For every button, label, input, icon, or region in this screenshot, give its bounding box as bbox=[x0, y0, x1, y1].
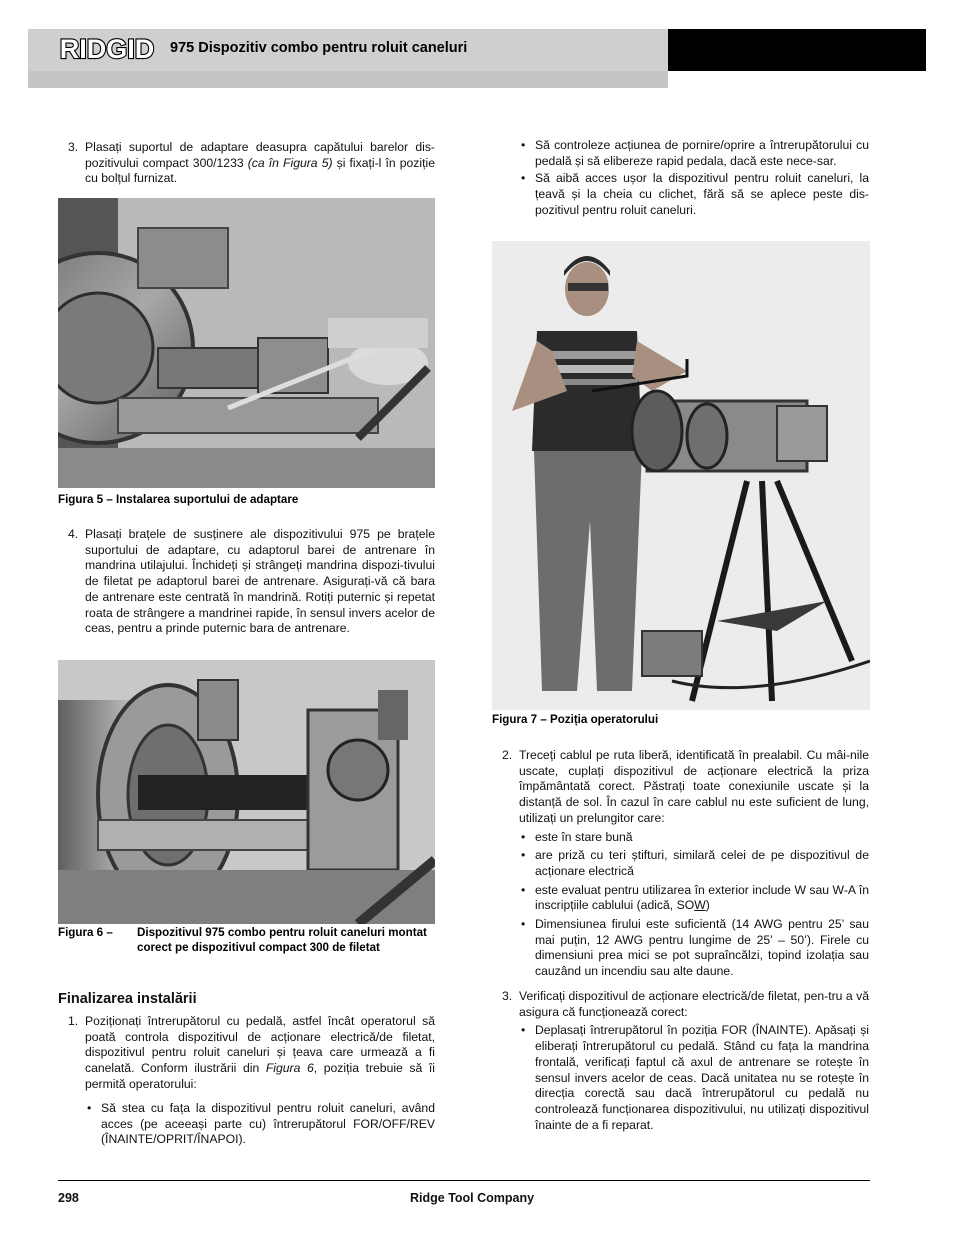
figure-7-caption: Figura 7 – Poziția operatorului bbox=[492, 713, 659, 726]
figure-6-caption bbox=[58, 926, 435, 955]
figure-6-photo bbox=[58, 660, 435, 924]
list-item: • Dimensiunea firului este suficientă (14 AWG pentru 25’ sau mai puțin, 12 AWG pentru lungime de 25’ – 50’). Firele cu dimensiuni prea mici se pot supraîncălzi, topind izolația sau cauzând un incendiu sau alte daune. bbox=[492, 917, 869, 980]
left-step-3 bbox=[58, 140, 435, 187]
section-title: Finalizarea instalării bbox=[58, 991, 197, 1007]
footer-rule bbox=[58, 1180, 870, 1181]
step-text: Poziționați întrerupătorul cu pedală, astfel încât operatorul să poată controla dispozitivul de acționare electrică/de filetat, dispozitivul pentru roluit caneluri și țeava care urmează a fi canelată. Conform ilustrării din bbox=[85, 1014, 435, 1076]
list-item: • Să stea cu fața la dispozitivul pentru roluit caneluri, având acces (pe aceeași parte cu) întrerupătorul FOR/OFF/REV (ÎNAINTE/OPRIT/ÎNAPOI). bbox=[58, 1101, 435, 1148]
figure-6-caption-text: Dispozitivul 975 combo pentru roluit caneluri montat corect pe dispozitivul compact 300 de filetat bbox=[137, 926, 427, 954]
figure-6-caption-label: Figura 6 – bbox=[58, 926, 113, 939]
step-text: Plasați suportul de adaptare deasupra capătului barelor dis-pozitivului compact 300/1233 bbox=[85, 140, 435, 170]
page-header-title: 975 Dispozitiv combo pentru roluit caneluri bbox=[170, 40, 468, 56]
header-black-block bbox=[668, 29, 926, 71]
figure-reference: (ca în Figura 5) bbox=[247, 155, 333, 170]
left-bullet-1 bbox=[58, 1101, 435, 1148]
right-step-2 bbox=[492, 748, 869, 980]
list-item-text: ) bbox=[705, 898, 710, 913]
step-number: 4. bbox=[68, 527, 79, 541]
list-item bbox=[492, 883, 869, 914]
page-number: 298 bbox=[58, 1191, 79, 1205]
step-text: și fixați-l în poziție cu bolțul furnizat. bbox=[85, 155, 435, 186]
step-number: 3. bbox=[68, 140, 79, 154]
list-item: • are priză cu teri știfturi, similară celei de pe dispozitivul de acționare electrică bbox=[492, 848, 869, 879]
ridgid-logo bbox=[55, 33, 160, 65]
figure-5-caption: Figura 5 – Instalarea suportului de adaptare bbox=[58, 493, 299, 506]
step-text: Treceți cablul pe ruta liberă, identificată în prealabil. Cu mâi-nile uscate, cuplați dispozitivul de acționare electrică la priza împământată corect. Păstrați toate conexiunile uscate și la distanță de sol. În cazul în care cablul nu este suficient de lung, utilizați un prelungitor care: bbox=[519, 748, 869, 825]
list-item: • Deplasați întrerupătorul în poziția FOR (ÎNAINTE). Apăsați și eliberați întrerupătorul cu pedală. Stând cu fața la mandrina frontală, verificați faptul că axul de antrenare se rotește în sensul invers acelor de ceas. Dacă unitatea nu se rotește în direcția corectă sau dacă întrerupătorul cu pedală nu controlează funcționarea dispozitivului, nu utilizați dispozitivul înainte de a fi reparat. bbox=[492, 1023, 869, 1133]
figure-5-photo bbox=[58, 198, 435, 488]
step-number: 1. bbox=[68, 1014, 79, 1028]
left-step-4 bbox=[58, 527, 435, 637]
figure-reference: Figura 6 bbox=[265, 1061, 314, 1076]
header-underbar bbox=[28, 71, 668, 88]
step-number: 2. bbox=[502, 748, 513, 762]
left-step-1 bbox=[58, 1014, 435, 1093]
step-text: Verificați dispozitivul de acționare electrică/de filetat, pen-tru a vă asigura că funcționează corect: bbox=[519, 989, 869, 1019]
step-number: 3. bbox=[502, 989, 513, 1003]
step-text: , poziția trebuie să îi permită operatorului: bbox=[85, 1061, 435, 1091]
list-item-underlined: W bbox=[694, 898, 706, 913]
list-item: • Să controleze acțiunea de pornire/oprire a întrerupătorului cu pedală și să elibereze rapid pedala, dacă este nece-sar. bbox=[492, 138, 869, 169]
right-bullets-top bbox=[492, 138, 869, 219]
list-item: • este în stare bună bbox=[492, 830, 869, 846]
figure-7-photo bbox=[492, 241, 870, 710]
list-item: • Să aibă acces ușor la dispozitivul pentru roluit caneluri, la țeavă și la cheia cu clichet, fără să se aplece peste dis-pozitivul pentru roluit caneluri. bbox=[492, 171, 869, 218]
logo-text: RIDGID bbox=[59, 34, 155, 64]
footer-company: Ridge Tool Company bbox=[410, 1191, 535, 1205]
list-item-text: este evaluat pentru utilizarea în exterior include W sau W-A în inscripțiile cablului (adică, SO bbox=[535, 882, 869, 913]
right-step-3 bbox=[492, 989, 869, 1133]
step-text: Plasați brațele de susținere ale dispozitivului 975 pe brațele suportului de adaptare, cu adaptorul barei de antrenare în mandrina utilajului. Închideți și strângeți mandrina dispozi-tivului de filetat pe adaptorul barei de antrenare. Asigurați-vă că bara de antrenare este centrată în mandrină. Rotiți puternic și repetat roata de strângere a mandrinei rapide, în sensul invers acelor de ceas, pentru a prinde puternic bara de antrenare. bbox=[85, 527, 435, 636]
